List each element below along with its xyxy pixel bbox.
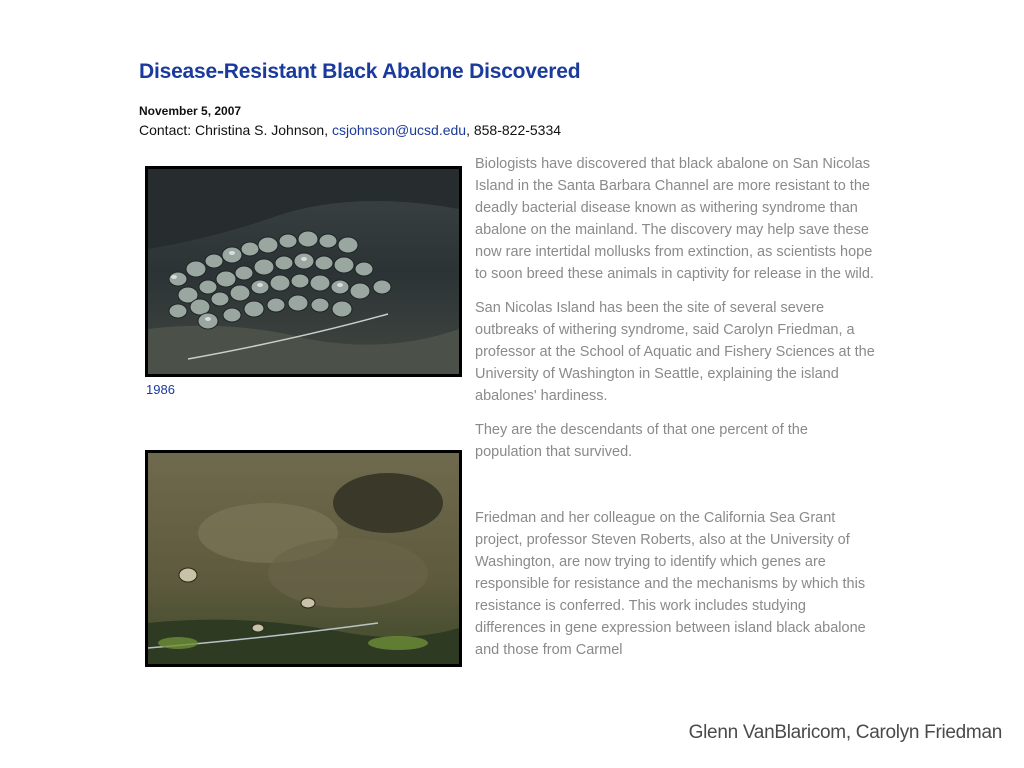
photo-credit: Glenn VanBlaricom, Carolyn Friedman — [688, 722, 1002, 743]
article-paragraph-3: They are the descendants of that one percent of the population that survived. — [475, 422, 808, 460]
contact-name: Contact: Christina S. Johnson, — [139, 122, 332, 138]
photo-rocks-sparse-abalone — [148, 453, 459, 664]
contact-phone: , 858-822-5334 — [466, 122, 562, 138]
photo-rocks-dense-abalone — [148, 169, 459, 374]
contact-line — [139, 122, 561, 138]
article-date: November 5, 2007 — [139, 104, 242, 118]
abalone-photo-recent — [145, 450, 462, 667]
article-paragraph-1: Biologists have discovered that black abalone on San Nicolas Island in the Santa Barbara Channel are more resistant to the deadly bacterial disease known as withering syndrome than abalone on the mainland. The discovery may help save these now rare intertidal mollusks from extinction, as scientists hope to soon breed these animals in captivity for release in the wild. — [475, 156, 874, 282]
article-paragraph-2: San Nicolas Island has been the site of several severe outbreaks of withering syndrome, said Carolyn Friedman, a professor at the School of Aquatic and Fishery Sciences at the University of Washington in Seattle, explaining the island abalones' hardiness. — [475, 300, 875, 404]
abalone-photo-1986 — [145, 166, 462, 377]
article-body — [475, 153, 875, 669]
contact-email-link[interactable]: csjohnson@ucsd.edu — [332, 122, 467, 138]
photo-caption-1986: 1986 — [146, 382, 175, 397]
article-paragraph-4: Friedman and her colleague on the California Sea Grant project, professor Steven Roberts, also at the University of Washington, are now trying to identify which genes are responsible for resistance and the mechanisms by which this resistance is conferred. This work includes studying differences in gene expression between island black abalone and those from Carmel — [475, 510, 866, 658]
article-headline: Disease-Resistant Black Abalone Discovered — [139, 60, 581, 83]
